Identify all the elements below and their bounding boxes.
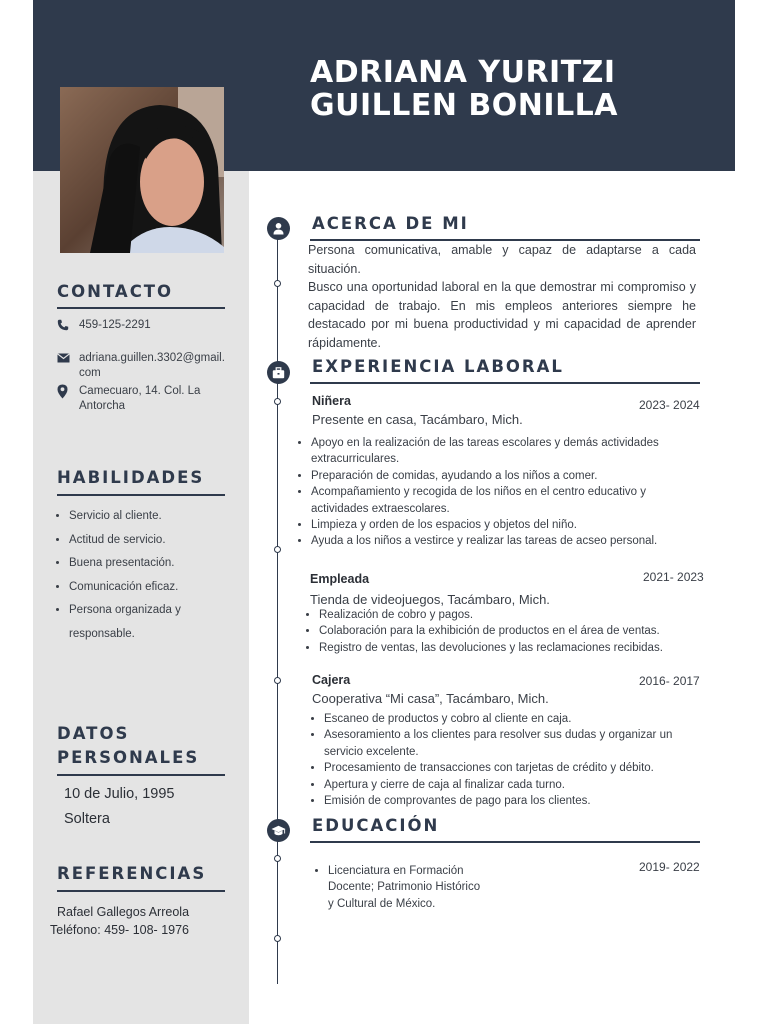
about-paragraph-1: Persona comunicativa, amable y capaz de adaptarse a cada situación. <box>308 243 696 276</box>
profile-photo <box>60 87 224 253</box>
email-line-2: com <box>79 367 101 379</box>
contact-email-text <box>79 351 225 381</box>
job-duty: • Preparación de comidas, ayudando a los niños a comer. <box>311 468 701 484</box>
job-duty: • Escaneo de productos y cobro al cliente en caja. <box>324 711 708 727</box>
reference-name: Rafael Gallegos Arreola <box>57 905 190 919</box>
person-icon <box>267 217 290 240</box>
about-paragraph-2: Busco una oportunidad laboral en la que demostrar mi compromiso y capacidad de trabajo. En mis empleos anteriores siempre he destacado por mi buena productividad y mi capacidad de aprender rápidamente. <box>308 280 696 350</box>
job-place: Cooperativa “Mi casa”, Tacámbaro, Mich. <box>312 691 549 706</box>
personal-title <box>57 722 199 770</box>
timeline-dot <box>274 280 281 287</box>
name-line-1: ADRIANA YURITZI <box>310 55 616 90</box>
mail-icon <box>57 351 79 365</box>
candidate-name <box>310 56 618 122</box>
job-duties-list <box>305 607 704 656</box>
reference-phone: Teléfono: 459- 108- 1976 <box>50 923 189 937</box>
references-divider <box>57 890 225 892</box>
about-title: ACERCA DE MI <box>312 214 469 233</box>
contact-divider <box>57 307 225 309</box>
personal-title-line-2: PERSONALES <box>57 748 200 767</box>
contact-title: CONTACTO <box>57 282 174 301</box>
education-list <box>314 863 488 912</box>
skill-item: • Buena presentación. <box>69 552 229 576</box>
job-duties-list <box>297 435 701 550</box>
timeline-dot <box>274 935 281 942</box>
job-duty: • Registro de ventas, las devoluciones y las reclamaciones recibidas. <box>319 640 704 656</box>
job-duty: • Ayuda a los niños a vestirce y realizar las tareas de acseo personal. <box>311 533 701 549</box>
briefcase-icon <box>267 361 290 384</box>
address-line-2: Antorcha <box>79 400 126 412</box>
contact-email <box>57 351 225 381</box>
graduation-cap-icon <box>267 819 290 842</box>
education-divider <box>310 841 700 843</box>
education-title: EDUCACIÓN <box>312 816 440 835</box>
timeline-dot <box>274 855 281 862</box>
personal-divider <box>57 774 225 776</box>
timeline-line <box>277 230 278 984</box>
skill-item: • Comunicación eficaz. <box>69 576 229 600</box>
contact-address <box>57 384 200 414</box>
job-duty: • Apoyo en la realización de las tareas escolares y demás actividades extracurriculares. <box>311 435 701 468</box>
skill-item: • Persona organizada y responsable. <box>69 599 229 646</box>
birthdate: 10 de Julio, 1995 <box>64 786 175 802</box>
job-duty: • Acompañamiento y recogida de los niños en el centro educativo y actividades extraescolares. <box>311 484 701 517</box>
job-dates: 2023- 2024 <box>639 398 700 412</box>
job-duty: • Realización de cobro y pagos. <box>319 607 704 623</box>
phone-icon <box>57 318 79 332</box>
personal-title-line-1: DATOS <box>57 724 130 743</box>
address-line-1: Camecuaro, 14. Col. La <box>79 385 201 397</box>
job-place: Presente en casa, Tacámbaro, Mich. <box>312 412 523 427</box>
skills-divider <box>57 494 225 496</box>
job-duty: • Procesamiento de transacciones con tarjetas de crédito y débito. <box>324 760 708 776</box>
location-pin-icon <box>57 384 79 398</box>
job-duty: • Asesoramiento a los clientes para resolver sus dudas y organizar un servicio excelente. <box>324 727 708 760</box>
skills-list <box>57 505 229 646</box>
job-title: Empleada <box>310 572 370 586</box>
contact-address-text <box>79 384 200 414</box>
job-duty: • Colaboración para la exhibición de productos en el área de ventas. <box>319 623 704 639</box>
skill-item: • Actitud de servicio. <box>69 529 229 553</box>
experience-title: EXPERIENCIA LABORAL <box>312 357 564 376</box>
job-title: Cajera <box>312 673 351 687</box>
job-dates: 2021- 2023 <box>643 570 704 584</box>
education-item: • Licenciatura en Formación Docente; Patrimonio Histórico y Cultural de México. <box>328 863 488 912</box>
job-dates: 2016- 2017 <box>639 674 700 688</box>
references-title: REFERENCIAS <box>57 864 207 883</box>
job-duty: • Limpieza y orden de los espacios y objetos del niño. <box>311 517 701 533</box>
job-duties-list <box>310 711 708 809</box>
education-dates: 2019- 2022 <box>639 860 700 874</box>
email-line-1: adriana.guillen.3302@gmail. <box>79 352 225 364</box>
contact-phone-text: 459-125-2291 <box>79 319 151 331</box>
timeline-dot <box>274 398 281 405</box>
job-place: Tienda de videojuegos, Tacámbaro, Mich. <box>310 592 550 607</box>
job-duty: • Emisión de comprovantes de pago para los clientes. <box>324 793 708 809</box>
job-title: Niñera <box>312 394 351 408</box>
profile-photo-illustration <box>60 87 224 253</box>
skill-item: • Servicio al cliente. <box>69 505 229 529</box>
skills-title: HABILIDADES <box>57 468 205 487</box>
job-duty: • Apertura y cierre de caja al finalizar cada turno. <box>324 777 708 793</box>
timeline-dot <box>274 677 281 684</box>
experience-divider <box>310 382 700 384</box>
timeline-dot <box>274 546 281 553</box>
contact-phone <box>57 318 151 333</box>
name-line-2: GUILLEN BONILLA <box>310 88 619 123</box>
marital-status: Soltera <box>64 811 110 827</box>
about-text <box>308 241 696 353</box>
